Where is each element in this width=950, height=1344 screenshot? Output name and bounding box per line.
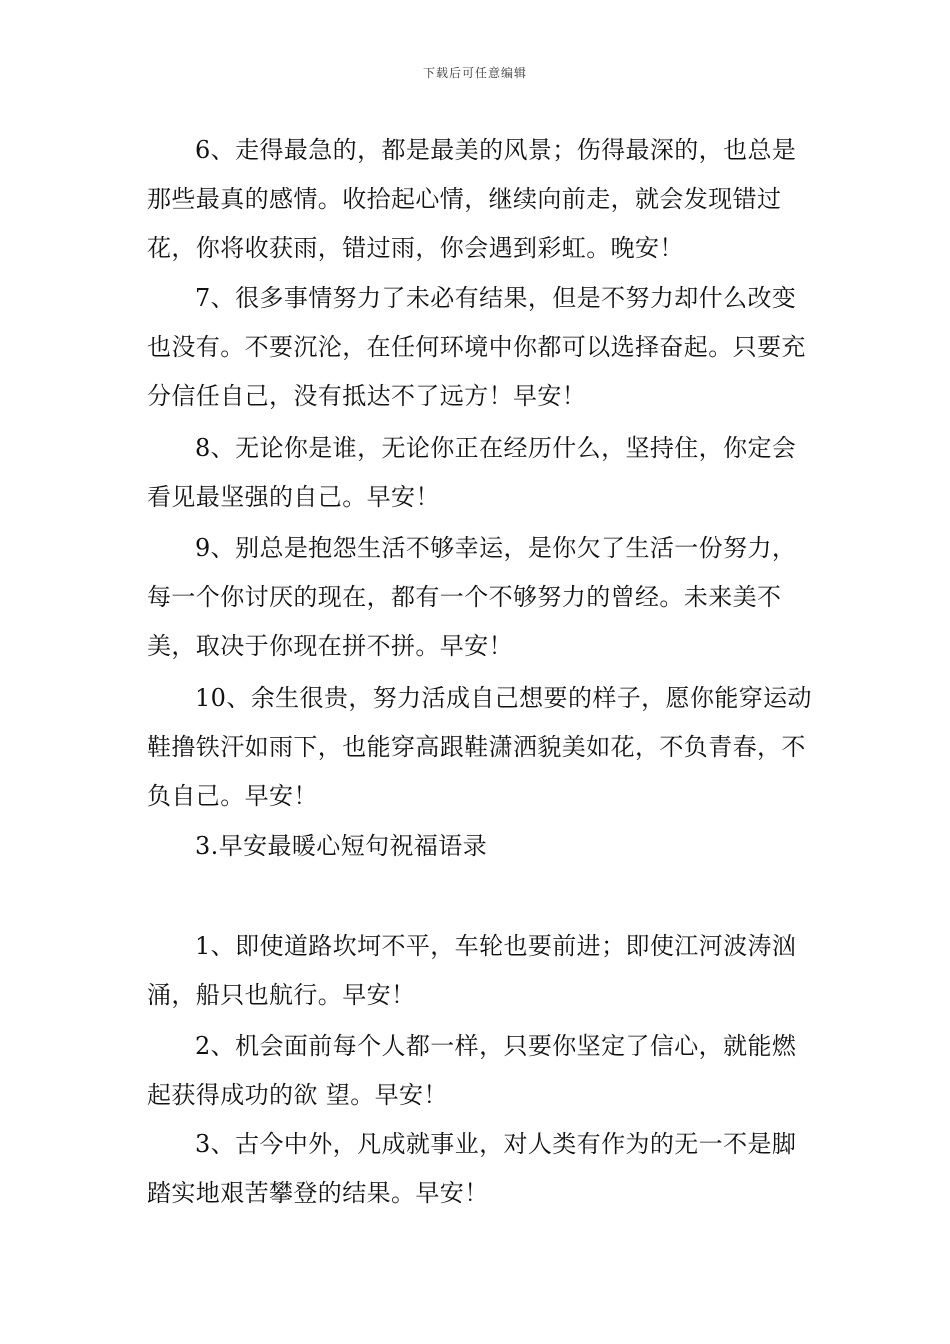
paragraph-item-9: 9、别总是抱怨生活不够幸运，是你欠了生活一份努力，每一个你讨厌的现在，都有一个不够努力的曾经。未来美不美，取决于你现在拼不拼。早安！: [147, 534, 797, 660]
paragraph-item-7: 7、很多事情努力了未必有结果，但是不努力却什么改变也没有。不要沉沦，在任何环境中你都可以选择奋起。只要充分信任自己，没有抵达不了远方！早安！: [147, 284, 806, 410]
paragraph-item-10: 10、余生很贵，努力活成自己想要的样子，愿你能穿运动鞋撸铁汗如雨下，也能穿高跟鞋潇洒貌美如花，不负青春，不负自己。早安！: [147, 684, 812, 810]
paragraph-item-1: 1、即使道路坎坷不平，车轮也要前进；即使江河波涛汹涌，船只也航行。早安！: [147, 932, 797, 1009]
paragraph-item-6: 6、走得最急的，都是最美的风景；伤得最深的，也总是那些最真的感情。收拾起心情，继续向前走，就会发现错过花，你将收获雨，错过雨，你会遇到彩虹。晚安！: [147, 136, 797, 262]
section-heading: 3.早安最暖心短句祝福语录: [195, 832, 488, 860]
page-header: 下载后可任意编辑: [422, 66, 527, 80]
paragraph-item-2: 2、机会面前每个人都一样，只要你坚定了信心，就能燃起获得成功的欲 望。早安！: [147, 1032, 797, 1109]
paragraph-item-3: 3、古今中外，凡成就事业，对人类有作为的无一不是脚踏实地艰苦攀登的结果。早安！: [147, 1130, 797, 1207]
paragraph-item-8: 8、无论你是谁，无论你正在经历什么，坚持住，你定会看见最坚强的自己。早安！: [147, 434, 797, 511]
